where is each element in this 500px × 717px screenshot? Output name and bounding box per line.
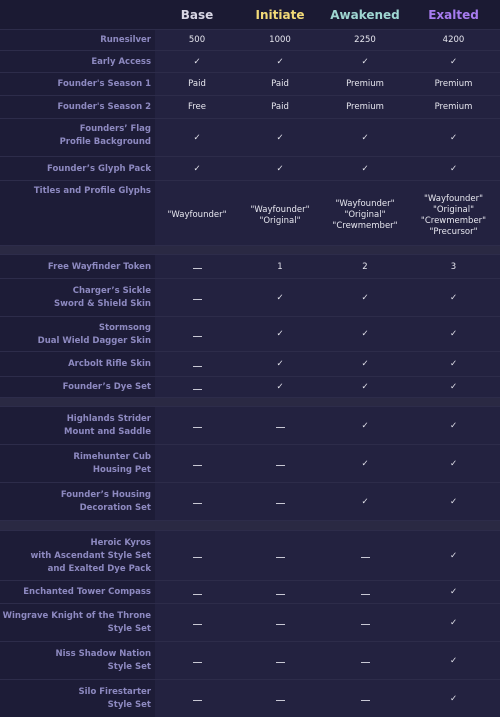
value-cell	[239, 79, 321, 90]
not-included-dash	[361, 662, 370, 663]
not-included-dash	[193, 336, 202, 337]
value-line: "Crewmember"	[332, 221, 398, 231]
value-line: Paid	[271, 102, 289, 112]
included-check-icon: ✓	[361, 458, 369, 469]
not-included-dash	[276, 427, 285, 428]
row-label-line: Early Access	[91, 56, 151, 67]
section-divider	[0, 245, 500, 254]
included-check-icon: ✓	[449, 496, 458, 507]
included-check-icon: ✓	[361, 382, 369, 392]
value-line: Paid	[271, 79, 289, 89]
row-label-line: Enchanted Tower Compass	[23, 587, 151, 597]
included-check-icon: ✓	[449, 458, 458, 469]
row-label-line: Heroic Kyros	[90, 537, 151, 548]
section-divider	[0, 520, 500, 530]
table-row	[0, 156, 500, 180]
table-row	[0, 29, 500, 50]
row-label-line: Charger’s Sickle	[72, 286, 151, 296]
included-check-icon: ✓	[276, 163, 284, 174]
value-cell	[239, 262, 321, 273]
value-cell	[409, 35, 498, 46]
not-included-dash	[193, 594, 202, 595]
included-check-icon: ✓	[361, 420, 369, 431]
included-check-icon: ✓	[361, 163, 369, 174]
row-label	[0, 381, 155, 394]
included-check-icon: ✓	[361, 496, 369, 507]
included-check-icon: ✓	[449, 420, 458, 431]
row-label	[0, 261, 155, 274]
table-row	[0, 351, 500, 376]
row-label	[0, 163, 155, 176]
table-row	[0, 72, 500, 95]
row-label	[0, 648, 155, 674]
row-label	[0, 123, 155, 149]
row-label-line: with Ascendant Style Set	[30, 550, 151, 561]
row-label-line: Silo Firestarter	[78, 687, 151, 697]
included-check-icon: ✓	[449, 359, 458, 369]
row-label	[0, 185, 155, 198]
table-row	[0, 376, 500, 397]
value-line: "Precursor"	[429, 227, 478, 237]
included-check-icon: ✓	[449, 550, 458, 561]
value-line: "Original"	[432, 205, 475, 215]
row-label-line: Founder's Season 2	[57, 102, 151, 112]
value-line: 1	[277, 261, 283, 272]
included-check-icon: ✓	[193, 132, 201, 143]
not-included-dash	[361, 700, 370, 701]
value-line: Premium	[434, 102, 473, 112]
not-included-dash	[276, 594, 285, 595]
included-check-icon: ✓	[193, 56, 201, 67]
row-label-line: and Exalted Dye Pack	[47, 563, 151, 574]
table-row	[0, 603, 500, 641]
table-row	[0, 444, 500, 482]
table-row	[0, 180, 500, 245]
row-label	[0, 358, 155, 371]
value-cell	[321, 199, 409, 232]
included-check-icon: ✓	[449, 292, 458, 303]
included-check-icon: ✓	[361, 56, 369, 67]
column-header-exalted: Exalted	[428, 8, 479, 22]
value-line: 1000	[269, 35, 291, 45]
not-included-dash	[361, 624, 370, 625]
row-label-line: Mount and Saddle	[64, 427, 151, 437]
value-cell	[155, 79, 239, 90]
row-label	[0, 451, 155, 477]
included-check-icon: ✓	[276, 132, 284, 143]
not-included-dash	[361, 594, 370, 595]
table-row	[0, 118, 500, 156]
value-line: 3	[450, 261, 457, 272]
row-label	[0, 413, 155, 439]
value-line: "Crewmember"	[420, 216, 487, 226]
not-included-dash	[361, 557, 370, 558]
table-row	[0, 316, 500, 351]
row-label	[0, 101, 155, 114]
row-label-line: Niss Shadow Nation	[55, 649, 151, 659]
included-check-icon: ✓	[276, 329, 284, 339]
not-included-dash	[276, 700, 285, 701]
value-line: "Wayfounder"	[423, 194, 483, 204]
row-label-line: Founder's Season 1	[57, 79, 151, 89]
included-check-icon: ✓	[449, 329, 458, 339]
value-cell	[155, 210, 239, 221]
included-check-icon: ✓	[193, 163, 201, 174]
table-row	[0, 580, 500, 603]
value-line: 500	[188, 35, 206, 45]
row-label	[0, 56, 155, 69]
not-included-dash	[193, 465, 202, 466]
included-check-icon: ✓	[449, 587, 458, 597]
row-label	[0, 34, 155, 47]
row-label	[0, 610, 155, 636]
row-label-line: Decoration Set	[79, 503, 151, 513]
value-line: Free	[187, 102, 207, 112]
row-label	[0, 686, 155, 712]
not-included-dash	[193, 503, 202, 504]
table-row	[0, 482, 500, 520]
not-included-dash	[193, 389, 202, 390]
included-check-icon: ✓	[361, 132, 369, 143]
row-label-line: Founder’s Glyph Pack	[46, 163, 151, 174]
value-line: Premium	[346, 102, 384, 112]
table-row	[0, 641, 500, 679]
table-header	[0, 0, 500, 29]
row-label-line: Stormsong	[98, 322, 151, 333]
not-included-dash	[276, 465, 285, 466]
value-line: "Wayfounder"	[167, 210, 227, 220]
not-included-dash	[193, 299, 202, 300]
included-check-icon: ✓	[276, 56, 284, 67]
value-line: "Wayfounder"	[335, 199, 395, 209]
row-label-line: Free Wayfinder Token	[47, 261, 151, 272]
not-included-dash	[193, 700, 202, 701]
row-label	[0, 537, 155, 576]
row-label-line: Style Set	[107, 624, 151, 634]
table-row	[0, 278, 500, 316]
table-row	[0, 530, 500, 580]
value-cell	[321, 35, 409, 46]
value-line: 4200	[442, 35, 465, 45]
value-cell	[409, 262, 498, 273]
table-row	[0, 679, 500, 717]
not-included-dash	[193, 662, 202, 663]
row-label-line: Style Set	[107, 662, 151, 672]
table-row	[0, 254, 500, 278]
included-check-icon: ✓	[449, 132, 458, 143]
value-cell	[155, 35, 239, 46]
not-included-dash	[193, 427, 202, 428]
not-included-dash	[193, 624, 202, 625]
row-label-line: Profile Background	[59, 137, 151, 147]
value-line: "Original"	[344, 210, 386, 220]
value-cell	[321, 102, 409, 113]
value-cell	[409, 102, 498, 113]
not-included-dash	[193, 268, 202, 269]
not-included-dash	[193, 366, 202, 367]
row-label	[0, 586, 155, 599]
included-check-icon: ✓	[449, 617, 458, 628]
included-check-icon: ✓	[361, 292, 369, 303]
column-header-awakened: Awakened	[330, 8, 400, 22]
included-check-icon: ✓	[449, 382, 458, 392]
value-line: "Wayfounder"	[250, 205, 310, 215]
value-line: "Original"	[259, 216, 301, 226]
value-line: Premium	[434, 79, 473, 89]
row-label-line: Dual Wield Dagger Skin	[37, 335, 151, 346]
value-line: Premium	[346, 79, 384, 89]
included-check-icon: ✓	[449, 56, 458, 67]
row-label-line: Sword & Shield Skin	[54, 299, 151, 309]
included-check-icon: ✓	[449, 693, 458, 704]
value-cell	[321, 79, 409, 90]
not-included-dash	[276, 662, 285, 663]
not-included-dash	[276, 503, 285, 504]
not-included-dash	[276, 557, 285, 558]
value-line: Paid	[188, 79, 206, 89]
value-cell	[321, 262, 409, 273]
row-label	[0, 78, 155, 91]
row-label-line: Titles and Profile Glyphs	[33, 186, 151, 196]
not-included-dash	[276, 624, 285, 625]
value-cell	[239, 35, 321, 46]
column-header-base: Base	[180, 8, 214, 22]
row-label-line: Housing Pet	[92, 465, 151, 475]
table-row	[0, 50, 500, 72]
value-cell	[239, 102, 321, 113]
row-label-line: Wingrave Knight of the Throne	[2, 611, 151, 621]
row-label-line: Highlands Strider	[66, 414, 151, 424]
value-cell	[409, 194, 498, 238]
included-check-icon: ✓	[361, 359, 369, 369]
included-check-icon: ✓	[361, 329, 369, 339]
value-cell	[409, 79, 498, 90]
value-line: 2250	[354, 35, 376, 45]
value-cell	[239, 205, 321, 227]
table-row	[0, 406, 500, 444]
row-label	[0, 285, 155, 311]
row-label-line: Style Set	[107, 700, 151, 710]
value-cell	[155, 102, 239, 113]
row-label-line: Rimehunter Cub	[73, 452, 151, 462]
row-label-line: Arcbolt Rifle Skin	[68, 359, 151, 369]
row-label-line: Runesilver	[100, 35, 151, 45]
row-label-line: Founder’s Dye Set	[62, 382, 151, 392]
included-check-icon: ✓	[449, 655, 458, 666]
included-check-icon: ✓	[449, 163, 458, 174]
row-label-line: Founder’s Housing	[60, 490, 151, 500]
row-label-line: Founders’ Flag	[79, 124, 151, 134]
row-label	[0, 489, 155, 515]
table-row	[0, 95, 500, 118]
value-line: 2	[362, 261, 368, 272]
included-check-icon: ✓	[276, 382, 284, 392]
column-header-initiate: Initiate	[255, 8, 305, 22]
section-divider	[0, 397, 500, 406]
included-check-icon: ✓	[276, 292, 284, 303]
included-check-icon: ✓	[276, 359, 284, 369]
row-label	[0, 322, 155, 348]
not-included-dash	[193, 557, 202, 558]
